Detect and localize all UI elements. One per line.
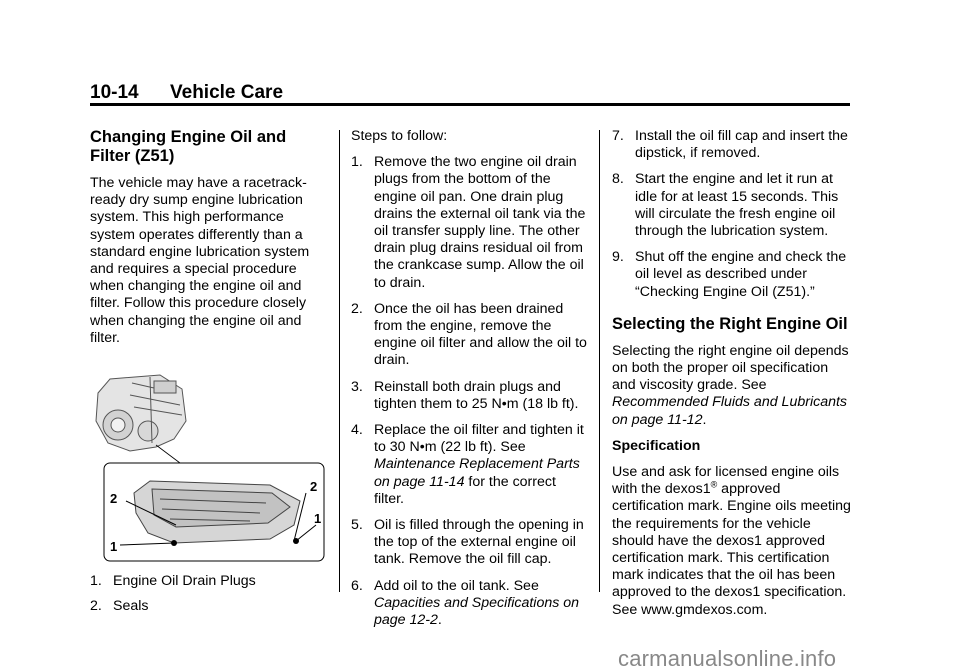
- step-3: 3. Reinstall both drain plugs and tighten them to 25 N•m (18 lb ft).: [351, 378, 579, 412]
- link-maintenance-parts[interactable]: Maintenance Replacement Parts on page 11-14: [374, 456, 580, 490]
- selecting-oil-paragraph: Selecting the right engine oil depends on both the proper oil specification and viscosity grade. See Recommended Fluids and Lubricants on page 11-12.: [612, 342, 849, 428]
- column-divider-2: [599, 130, 600, 592]
- column-1: [90, 128, 325, 623]
- step-9: 9. Shut off the engine and check the oil level as described under “Checking Engine Oil (Z51).”: [612, 249, 847, 300]
- steps-intro: Steps to follow:: [351, 128, 448, 144]
- registered-mark: ®: [710, 479, 718, 490]
- step-7: 7. Install the oil fill cap and insert the dipstick, if removed.: [612, 128, 848, 162]
- column-divider-1: [339, 130, 340, 592]
- header-rule: [90, 103, 850, 106]
- figure-caption-2: 2. Seals: [90, 598, 149, 615]
- callout-1-left: 1: [110, 539, 118, 555]
- step-4: 4. Replace the oil filter and tighten it to 30 N•m (22 lb ft). See Maintenance Replacement Parts on page 11-14 for the correct filter.: [351, 422, 584, 507]
- page-header: [90, 82, 283, 104]
- callout-1-right: 1: [314, 511, 322, 527]
- engine-illustration: [90, 373, 330, 563]
- column-3: [612, 128, 854, 628]
- link-recommended-fluids[interactable]: Recommended Fluids and Lubricants on page 11-12: [612, 394, 848, 428]
- section-heading-selecting-oil: Selecting the Right Engine Oil: [612, 314, 848, 333]
- figure-caption-1: 1. Engine Oil Drain Plugs: [90, 573, 256, 590]
- watermark: carmanualsonline.info: [618, 646, 837, 671]
- step-2: 2. Once the oil has been drained from the engine, remove the engine oil filter and allow the oil to drain.: [351, 300, 587, 369]
- engine-oil-pan-figure: [90, 373, 330, 563]
- column-2: [351, 128, 589, 638]
- specification-paragraph: Use and ask for licensed engine oils with the dexos1® approved certification mark. Engine oils meeting the requirements for the vehicle should have the dexos1 approved certification mark. This certification mark indicates that the oil has been approved to the dexos1 specification. See www.gmdexos.com.: [612, 464, 851, 618]
- step-8: 8. Start the engine and let it run at idle for at least 15 seconds. This will circulate the fresh engine oil through the lubrication system.: [612, 171, 839, 240]
- step-1: 1. Remove the two engine oil drain plugs from the bottom of the engine oil pan. One drain plug drains the external oil tank via the oil transfer supply line. The other drain plug drains residual oil from the crankcase sump. Allow the oil to drain.: [351, 154, 586, 291]
- link-capacities-specifications[interactable]: Capacities and Specifications on page 12-2: [374, 594, 580, 629]
- callout-2-left: 2: [110, 491, 118, 507]
- callout-2-right: 2: [310, 479, 318, 495]
- page-number: 10-14: [90, 82, 139, 103]
- step-5: 5. Oil is filled through the opening in the top of the external engine oil tank. Remove the oil fill cap.: [351, 517, 584, 568]
- intro-paragraph: The vehicle may have a racetrack-ready dry sump engine lubrication system. This high performance system operates differently than a standard engine lubrication system and requires a special procedure when changing the engine oil and filter. Follow this procedure closely when changing the engine oil and filter.: [90, 175, 310, 346]
- step-6: 6. Add oil to the oil tank. See Capacities and Specifications on page 12-2.: [351, 577, 580, 629]
- specification-subheading: Specification: [612, 437, 701, 454]
- section-title: Vehicle Care: [170, 82, 284, 103]
- section-heading-changing-oil: Changing Engine Oil and Filter (Z51): [90, 128, 287, 165]
